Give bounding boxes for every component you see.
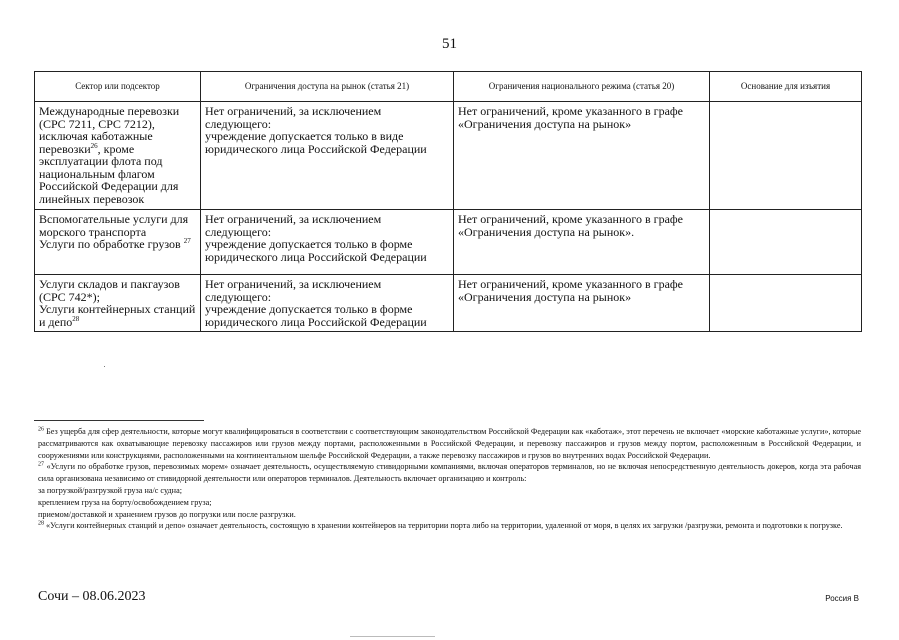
- header-basis: Основание для изъятия: [710, 72, 862, 102]
- footnote-27-item: приемом/доставкой и хранением грузов до погрузки или после разгрузки.: [38, 509, 296, 519]
- sector-text: Международные перевозки (CPC 7211, CPC 7212), исключая каботажные перевозки: [39, 104, 180, 156]
- sector-text: Вспомогательные услуги для морского транспорта: [39, 212, 189, 239]
- footnote-number: 26: [38, 426, 44, 433]
- subsector-text-wrap: [39, 238, 196, 251]
- page-edge-mark: [350, 636, 435, 637]
- header-market-access: Ограничения доступа на рынок (статья 21): [201, 72, 454, 102]
- footnote-text: Без ущерба для сфер деятельности, которые могут квалифицироваться в соответствии с соответствующим законодательством Российской Федерации как «каботаж», этот перечень не включает «морские каботажные услуги», которые рассматриваются как охватывающие перевозку пассажиров или грузов между портами, расположенными в Российской Федерации, и перевозку пассажиров и грузов между портом, расположенным в Российской Федерации, и сооружениями или конструкциями, расположенными на континентальном шельфе Российской Федерации, а также перевозку пассажиров и грузов во внутренних водах Российской Федерации.: [38, 427, 861, 460]
- cell-sector: [35, 210, 201, 275]
- footnote-divider: [34, 420, 204, 421]
- cell-market-access: [201, 275, 454, 332]
- footnote-text: «Услуги по обработке грузов, перевозимых морем» означает деятельность, осуществляемую стивидорными компаниями, включая операторов терминалов, но не включая непосредственную деятельность докеров, когда эта рабочая сила организована независимо от стивидорной деятельности или операторов терминалов. Деятельность включает организацию и контроль:: [38, 462, 862, 484]
- sector-text: Услуги складов и пакгаузов (CPC 742*);: [39, 277, 180, 304]
- footer-date: Сочи – 08.06.2023: [38, 589, 146, 604]
- footnote-ref: 27: [183, 237, 191, 245]
- market-access-condition: учреждение допускается только в виде юридического лица Российской Федерации: [205, 129, 427, 156]
- footnote-ref: 28: [72, 314, 80, 323]
- footnote-28: [38, 520, 861, 532]
- market-access-intro: Нет ограничений, за исключением следующего:: [205, 212, 382, 239]
- cell-basis: [710, 102, 862, 210]
- table-header-row: [35, 72, 862, 102]
- commitments-table: [34, 71, 862, 332]
- cell-basis: [710, 210, 862, 275]
- header-national-treatment: Ограничения национального режима (статья 20): [454, 72, 710, 102]
- cell-sector: [35, 102, 201, 210]
- page-number: 51: [442, 36, 457, 52]
- table-row: [35, 102, 862, 210]
- sector-text-cont: , кроме эксплуатации флота под национальным флагом Российской Федерации для линейных перевозок: [39, 141, 179, 206]
- cell-national-treatment: Нет ограничений, кроме указанного в графе «Ограничения доступа на рынок»: [454, 102, 710, 210]
- header-sector: Сектор или подсектор: [35, 72, 201, 102]
- footnote-27: [38, 461, 861, 485]
- subsector-text: Услуги контейнерных станций и депо: [39, 302, 196, 329]
- footnote-text: «Услуги контейнерных станций и депо» означает деятельность, состоящую в хранении контейнеров на территории порта либо на территории, удаленной от моря, в целях их загрузки /разгрузки, ремонта и подготовки к погрузке.: [46, 521, 843, 531]
- cell-market-access: [201, 210, 454, 275]
- market-access-condition: учреждение допускается только в форме юридического лица Российской Федерации: [205, 302, 427, 329]
- scan-speck: [104, 366, 105, 367]
- cell-national-treatment: Нет ограничений, кроме указанного в графе «Ограничения доступа на рынок»: [454, 275, 710, 332]
- cell-market-access: [201, 102, 454, 210]
- table-row: [35, 275, 862, 332]
- footer-code: Россия В: [825, 594, 859, 603]
- footnote-27-item: за погрузкой/разгрузкой груза на/с судна;: [38, 485, 182, 495]
- footnote-ref: 26: [90, 141, 98, 150]
- table-row: [35, 210, 862, 275]
- subsector-text: Услуги по обработке грузов: [39, 237, 181, 251]
- footnote-26: [38, 426, 861, 461]
- cell-sector: [35, 275, 201, 332]
- cell-national-treatment: Нет ограничений, кроме указанного в графе «Ограничения доступа на рынок».: [454, 210, 710, 275]
- footnotes: [38, 426, 861, 532]
- market-access-condition: учреждение допускается только в форме юридического лица Российской Федерации: [205, 237, 427, 264]
- subsector-text-wrap: [39, 303, 196, 328]
- cell-basis: [710, 275, 862, 332]
- market-access-intro: Нет ограничений, за исключением следующего:: [205, 277, 382, 304]
- footnote-27-item: креплением груза на борту/освобождением груза;: [38, 497, 212, 507]
- market-access-intro: Нет ограничений, за исключением следующего:: [205, 104, 382, 131]
- footnote-number: 28: [38, 520, 44, 527]
- footnote-number: 27: [38, 461, 44, 468]
